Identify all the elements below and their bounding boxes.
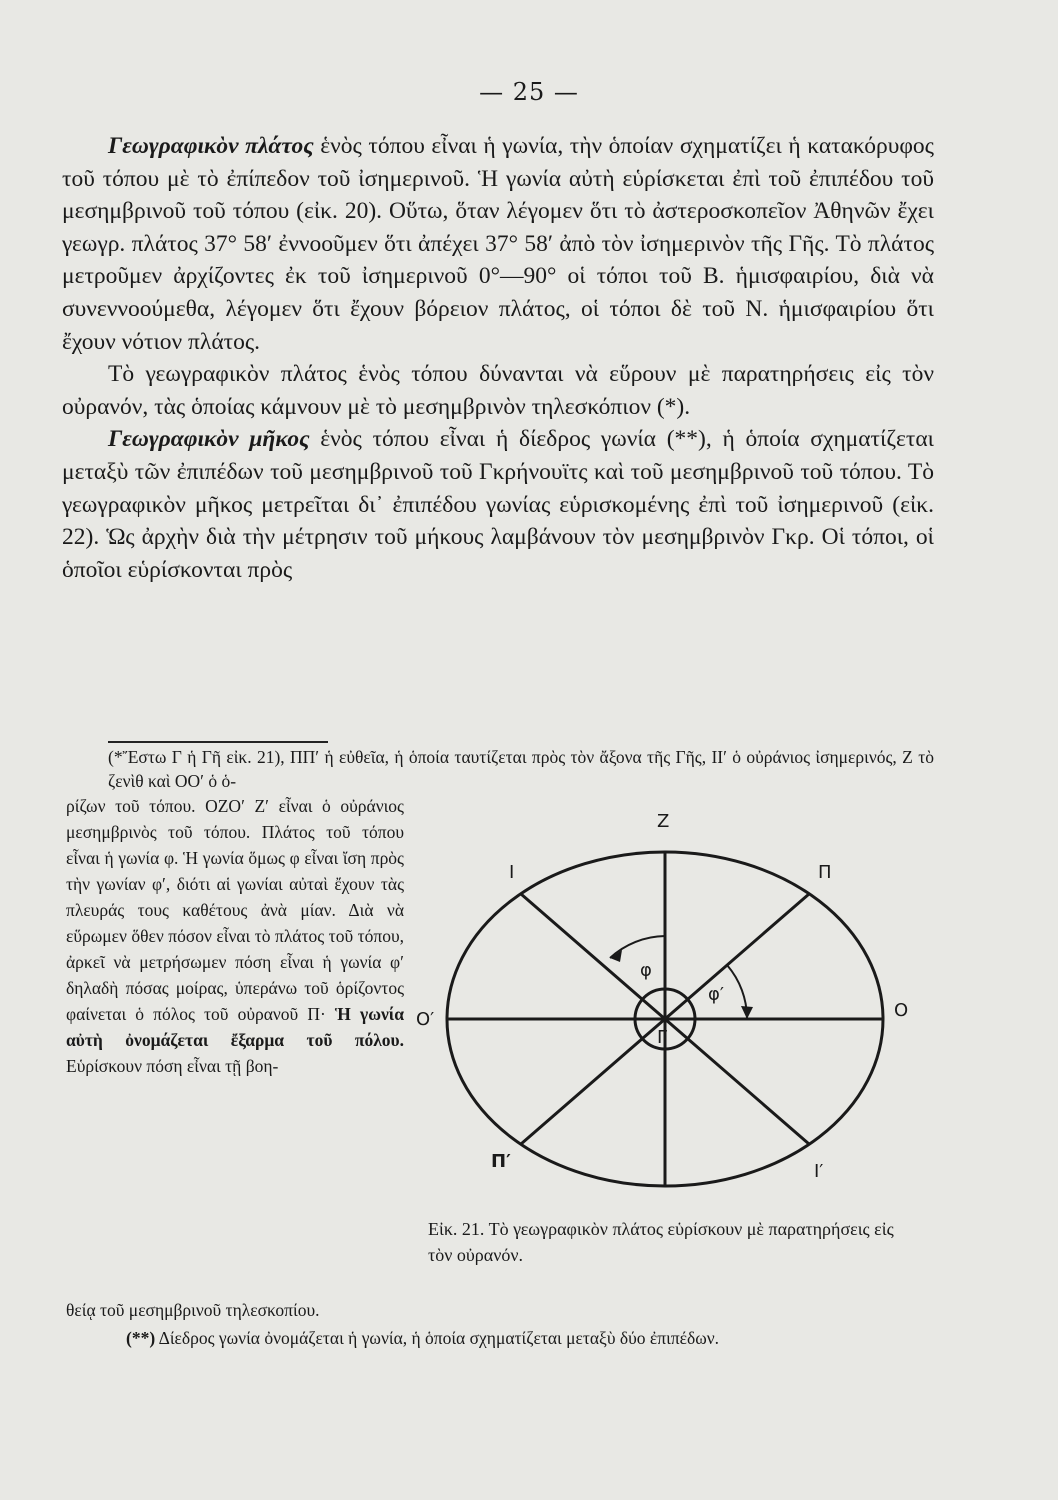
label-top-left: I — [509, 862, 515, 883]
figure-caption-text: Εἰκ. 21. Τὸ γεωγραφικὸν πλάτος εὑρίσκουν μὲ παρατηρήσεις εἰς τὸν οὐρανόν. — [428, 1219, 894, 1265]
paragraph-latitude-text: ἑνὸς τόπου εἶναι ἡ γωνία, τὴν ὁποίαν σχηματίζει ἡ κατακόρυφος τοῦ τόπου μὲ τὸ ἐπίπεδον τοῦ ἰσημερινοῦ. Ἡ γωνία αὐτὴ εὑρίσκεται ἐπὶ τοῦ ἐπιπέδου τοῦ μεσημβρινοῦ τοῦ τόπου (εἰκ. 20). Οὕτω, ὅταν λέγομεν ὅτι τὸ ἀστεροσκοπεῖον Ἀθηνῶν ἔχει γεωγρ. πλάτος 37° 58′ ἐννοοῦμεν ὅτι ἀπέχει 37° 58′ ἀπὸ τὸν ἰσημερινὸν τῆς Γῆς. Τὸ πλάτος μετροῦμεν ἀρχίζοντες ἐκ τοῦ ἰσημερινοῦ 0°—90° οἱ τόποι τοῦ Β. ἡμισφαιρίου, διὰ νὰ συνεννοούμεθα, λέγομεν ὅτι ἔχουν βόρειον πλάτος, οἱ τόποι δὲ τοῦ Ν. ἡμισφαιρίου ὅτι ἔχουν νότιον πλάτος. — [62, 133, 934, 355]
label-phi: φ — [640, 960, 652, 981]
footnote-2-text — [66, 1326, 934, 1351]
term-longitude: Γεωγραφικὸν μῆκος — [108, 426, 310, 453]
footnote-1-intro — [108, 745, 934, 793]
label-center: Γ — [657, 1027, 668, 1048]
label-bottom-left: Π′ — [491, 1151, 511, 1172]
footnote-rule — [108, 741, 328, 743]
footnote-2-body: Δίεδρος γωνία ὀνομάζεται ἡ γωνία, ἡ ὁποία σχηματίζεται μεταξὺ δύο ἐπιπέδων. — [155, 1328, 720, 1348]
paragraph-latitude — [62, 130, 934, 358]
celestial-sphere-diagram — [400, 800, 940, 1200]
label-bottom-right: I′ — [814, 1161, 824, 1182]
footnote-1-last-line: θείᾳ τοῦ μεσημβρινοῦ τηλεσκοπίου. — [66, 1300, 320, 1320]
label-top-right: Π — [818, 862, 832, 883]
main-text — [62, 130, 934, 586]
footnote-2 — [66, 1326, 934, 1351]
figure-caption — [428, 1216, 916, 1268]
paragraph-longitude-text: ἑνὸς τόπου εἶναι ἡ δίεδρος γωνία (**), ἡ ὁποία σχηματίζεται μεταξὺ τῶν ἐπιπέδων τοῦ μεσημβρινοῦ τοῦ Γκρήνουϊτς καὶ τοῦ μεσημβρινοῦ τοῦ τόπου. Τὸ γεωγραφικὸν μῆκος μετρεῖται δι᾽ ἐπιπέδου γωνίας εὑρισκομένης ἐπὶ τοῦ ἰσημερινοῦ (εἰκ. 22). Ὡς ἀρχὴν διὰ τὴν μέτρησιν τοῦ μήκους λαμβάνουν τὸν μεσημβρινὸν Γκρ. Οἱ τόποι, οἱ ὁποῖοι εὑρίσκονται πρὸς — [62, 426, 935, 583]
footnote-2-mark: (**) — [126, 1328, 156, 1348]
paragraph-observation: Τὸ γεωγραφικὸν πλάτος ἑνὸς τόπου δύνανται νὰ εὕρουν μὲ παρατηρήσεις εἰς τὸν οὐρανόν, τὰς ὁποίας κάμνουν μὲ τὸ μεσημβρινὸν τηλεσκόπιον (*). — [62, 361, 934, 420]
label-left: O′ — [416, 1009, 435, 1030]
footnote-1-body — [66, 793, 404, 1079]
footnote-1-bold: Ἡ γωνία αὐτὴ ὀνομάζεται ἔξαρμα τοῦ πόλου. — [66, 1004, 404, 1050]
paragraph-longitude — [62, 423, 934, 586]
term-latitude: Γεωγραφικὸν πλάτος — [108, 133, 314, 159]
page-number: — 25 — — [479, 78, 579, 106]
arrow-phi-prime — [741, 1006, 753, 1019]
footnote-1-column — [66, 793, 404, 1079]
footnote-1-rest: Εὑρίσκουν πόση εἶναι τῇ βοη- — [66, 1056, 279, 1076]
label-right: O — [894, 1000, 909, 1021]
label-zenith: Z — [657, 811, 670, 832]
label-phi-prime: φ′ — [708, 984, 724, 1005]
footnote-1-intro-text: (*Ἔστω Γ ἡ Γῆ εἰκ. 21), ΠΠ′ ἡ εὐθεῖα, ἡ ὁποία ταυτίζεται πρὸς τὸν ἄξονα τῆς Γῆς, ΙΙ′ ὁ οὐράνιος ἰσημερινός, Ζ τὸ ζενὶθ καὶ ΟΟ′ ὁ ὁ- — [108, 747, 934, 791]
footnote-1-body-text: ρίζων τοῦ τόπου. ΟΖΟ′ Ζ′ εἶναι ὁ οὐράνιος μεσημβρινὸς τοῦ τόπου. Πλάτος τοῦ τόπου εἶναι ἡ γωνία φ. Ἡ γωνία ὅμως φ εἶναι ἴση πρὸς τὴν γωνίαν φ′, διότι αἱ γωνίαι αὐταὶ ἔχουν τὰς πλευράς τους καθέτους ἀνὰ μίαν. Διὰ νὰ εὕρωμεν ὅθεν πόσον εἶναι τὸ πλάτος τοῦ τόπου, ἀρκεῖ νὰ μετρήσωμεν πόση εἶναι ἡ γωνία φ′ δηλαδὴ πόσας μοίρας, ὑπεράνω τοῦ ὁρίζοντος φαίνεται ὁ πόλος τοῦ οὐρανοῦ Π· — [66, 796, 404, 1024]
